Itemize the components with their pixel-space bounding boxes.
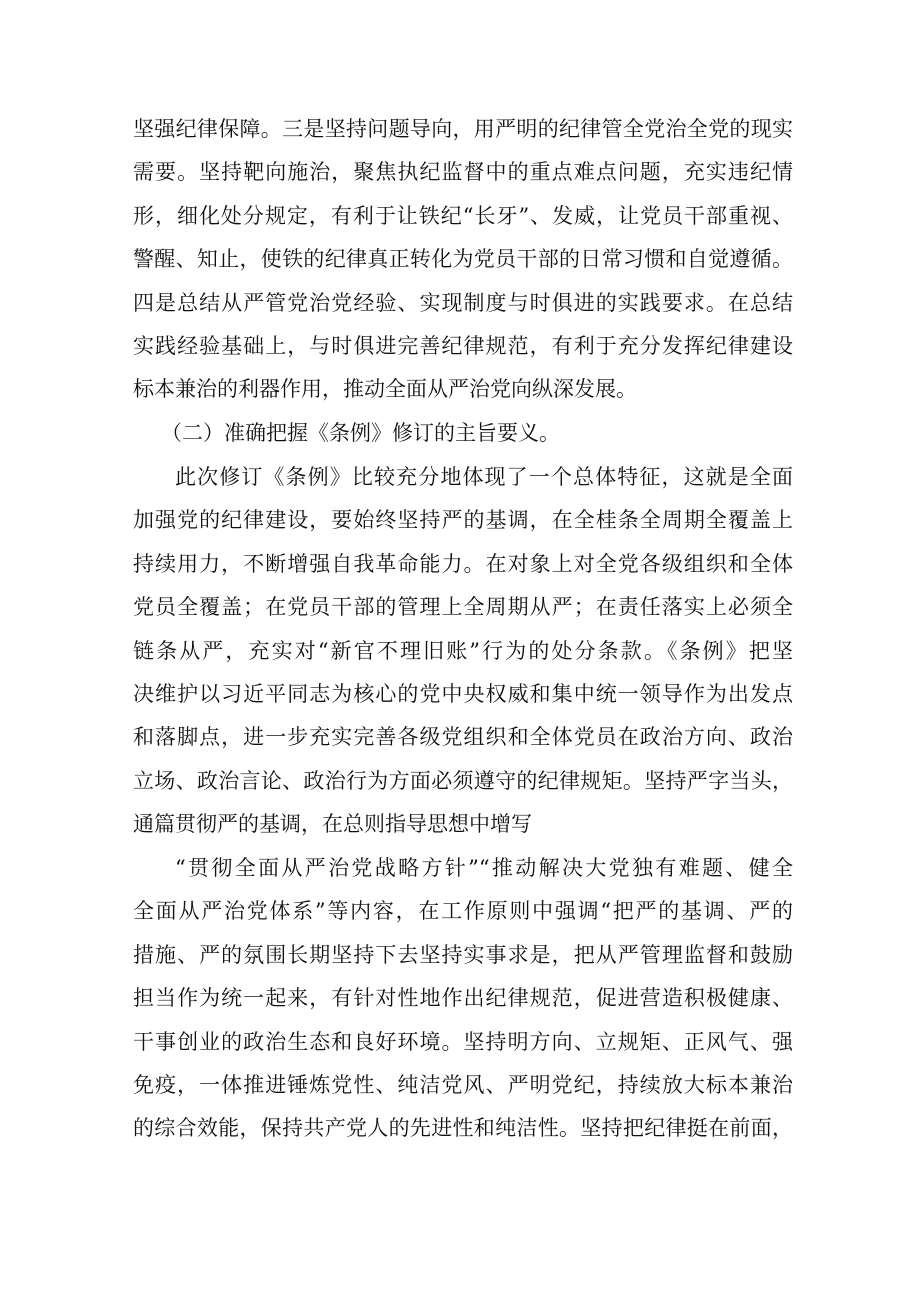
text-line: 决维护以习近平同志为核心的党中央权威和集中统一领导作为出发点	[133, 681, 793, 706]
text-line: 需要。坚持靶向施治，聚焦执纪监督中的重点难点问题，充实违纪情	[133, 160, 793, 185]
text-line: 免疫，一体推进锤炼党性、纯洁党风、严明党纪，持续放大标本兼治	[133, 1072, 793, 1097]
paragraph-3	[133, 456, 793, 847]
paragraph-1	[133, 108, 793, 412]
text-line: 通篇贯彻严的基调，在总则指导思想中增写	[133, 812, 532, 837]
paragraph-4	[133, 847, 793, 1151]
text-line: 实践经验基础上，与时俱进完善纪律规范，有利于充分发挥纪律建设	[133, 333, 793, 358]
text-line: 标本兼治的利器作用，推动全面从严治党向纵深发展。	[133, 377, 637, 402]
text-line: 全面从严治党体系”等内容，在工作原则中强调“把严的基调、严的	[133, 899, 793, 924]
text-line: 链条从严，充实对“新官不理旧账”行为的处分条款。《条例》把坚	[133, 638, 793, 663]
text-line: 干事创业的政治生态和良好环境。坚持明方向、立规矩、正风气、强	[133, 1029, 793, 1054]
text-line: 立场、政治言论、政治行为方面必须遵守的纪律规矩。坚持严字当头，	[133, 768, 793, 793]
text-line: “贯彻全面从严治党战略方针”“推动解决大党独有难题、健全	[175, 856, 793, 880]
text-line: 的综合效能，保持共产党人的先进性和纯洁性。坚持把纪律挺在前面，	[133, 1116, 793, 1141]
section-heading	[133, 412, 793, 455]
text-line: 党员全覆盖；在党员干部的管理上全周期从严；在责任落实上必须全	[133, 595, 793, 620]
text-line: 警醒、知止，使铁的纪律真正转化为党员干部的日常习惯和自觉遵循。	[133, 247, 793, 272]
text-line: 四是总结从严管党治党经验、实现制度与时俱进的实践要求。在总结	[133, 290, 793, 315]
text-line: 措施、严的氛围长期坚持下去坚持实事求是，把从严管理监督和鼓励	[133, 942, 793, 967]
section-heading-text: （二）准确把握《条例》修订的主旨要义。	[161, 421, 560, 445]
text-line: 持续用力，不断增强自我革命能力。在对象上对全党各级组织和全体	[133, 551, 793, 576]
text-line: 此次修订《条例》比较充分地体现了一个总体特征，这就是全面	[175, 465, 793, 489]
text-line: 和落脚点，进一步充实完善各级党组织和全体党员在政治方向、政治	[133, 725, 793, 750]
text-line: 坚强纪律保障。三是坚持问题导向，用严明的纪律管全党治全党的现实	[133, 117, 793, 141]
text-line: 加强党的纪律建设，要始终坚持严的基调，在全桂条全周期全覆盖上	[133, 508, 793, 533]
text-line: 形，细化处分规定，有利于让铁纪“长牙”、发威，让党员干部重视、	[133, 203, 793, 228]
text-line: 担当作为统一起来，有针对性地作出纪律规范，促进营造积极健康、	[133, 986, 793, 1011]
